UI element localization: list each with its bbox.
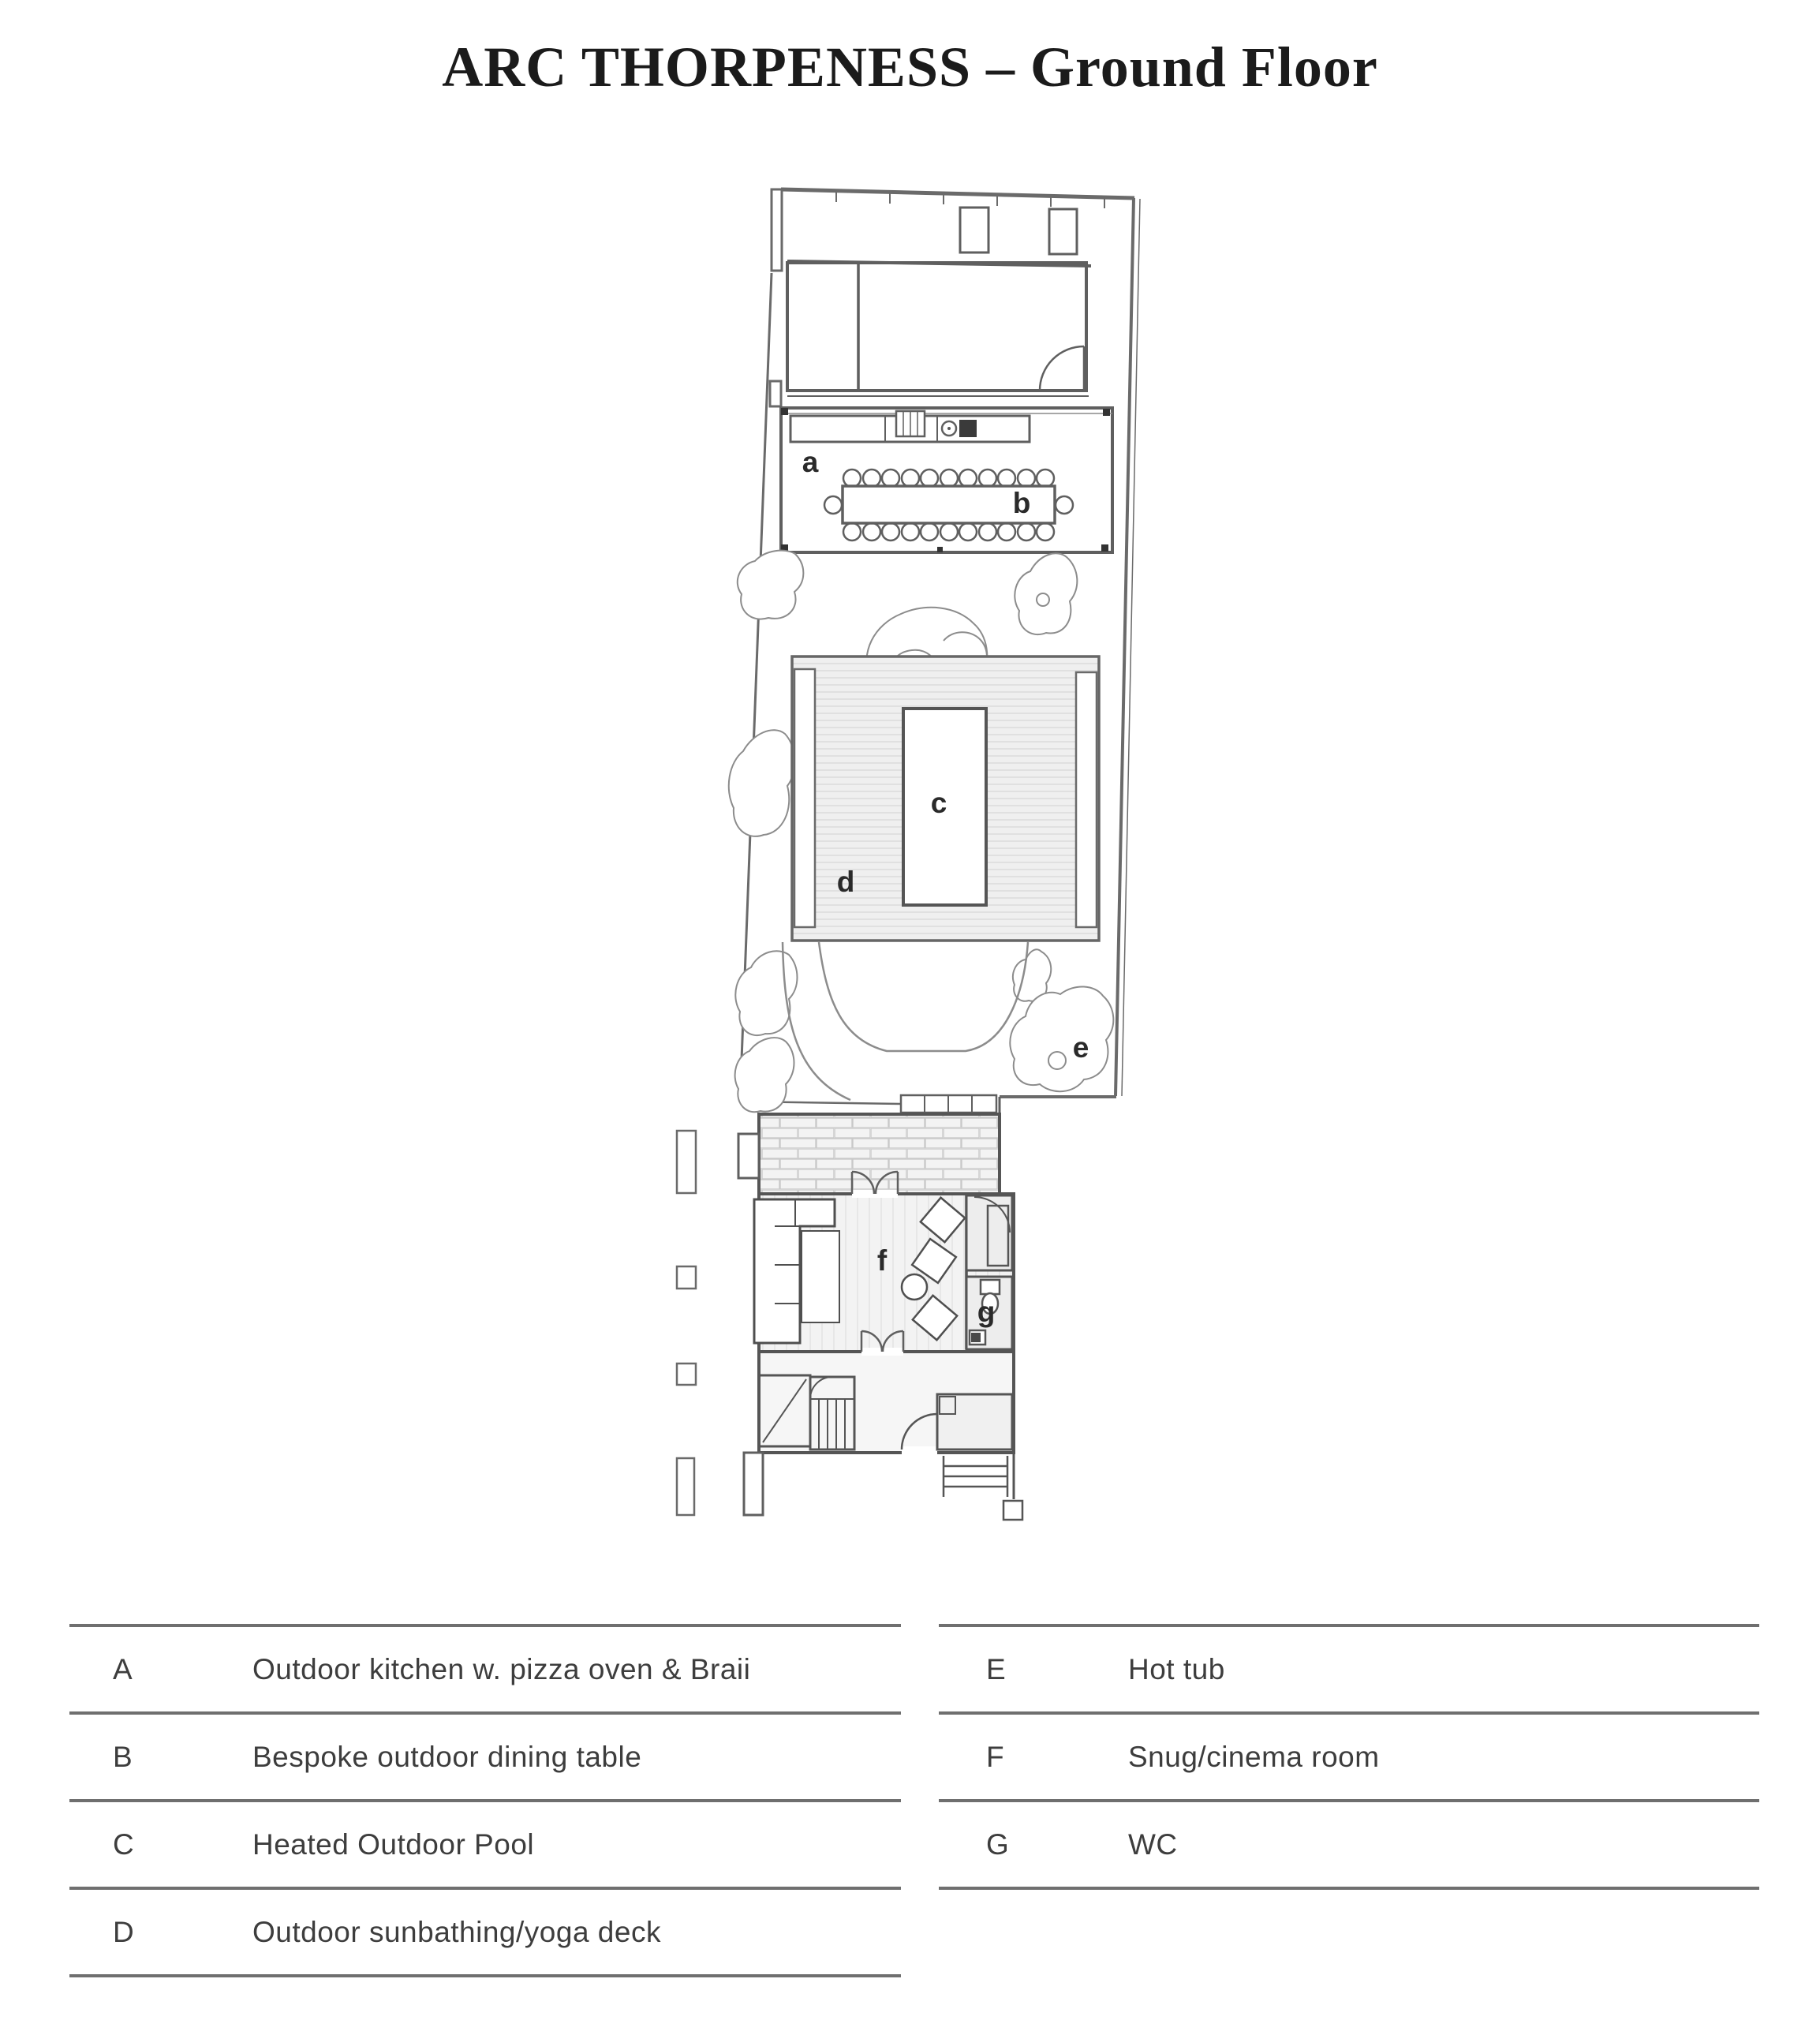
sofa: [754, 1199, 839, 1343]
bush: [735, 1038, 794, 1112]
legend-row-g: [939, 1799, 1759, 1890]
ottoman: [802, 1231, 839, 1322]
legend-label: Hot tub: [1128, 1652, 1225, 1685]
label-snug: f: [876, 1244, 888, 1277]
page-title: ARC THORPENESS – Ground Floor: [442, 36, 1378, 99]
legend-key: E: [986, 1652, 1006, 1685]
outdoor-kitchen-counter: [790, 411, 1030, 442]
legend-label: Outdoor kitchen w. pizza oven & Braii: [252, 1652, 751, 1685]
legend-key: G: [986, 1827, 1009, 1861]
garden-steps: [901, 1095, 996, 1113]
label-outdoor-kitchen: a: [802, 446, 819, 478]
door-swing: [1040, 346, 1084, 391]
legend-row-a: [69, 1624, 901, 1711]
wall-fin: [744, 1453, 763, 1515]
label-dining-table: b: [1012, 487, 1031, 519]
legend-key: C: [113, 1827, 134, 1861]
legend-label: WC: [1128, 1827, 1178, 1861]
hot-tub: [1048, 1052, 1066, 1069]
legend-right-column: [939, 1624, 1759, 1890]
porch-post: [1003, 1501, 1022, 1520]
legend-key: F: [986, 1740, 1004, 1773]
legend-label: Outdoor sunbathing/yoga deck: [252, 1915, 661, 1948]
legend-key: B: [113, 1740, 133, 1773]
hot-tub-area: [1010, 986, 1113, 1091]
bay-window: [738, 1134, 759, 1178]
legend-label: Heated Outdoor Pool: [252, 1827, 535, 1861]
legend-row-e: [939, 1624, 1759, 1711]
pizza-oven: [959, 420, 977, 437]
legend-row-d: [69, 1887, 901, 1977]
kitchen-terrace: [781, 408, 1112, 552]
legend-key: A: [113, 1652, 133, 1685]
rooflight: [960, 208, 988, 252]
outbuilding: [787, 208, 1091, 396]
bush: [729, 730, 795, 836]
legend-row-b: [69, 1711, 901, 1799]
legend-label: Bespoke outdoor dining table: [252, 1740, 642, 1773]
legend-label: Snug/cinema room: [1128, 1740, 1380, 1773]
legend-left-column: [69, 1624, 901, 1977]
rooflight: [1049, 209, 1077, 254]
deck-bench: [1076, 672, 1097, 927]
porch-steps: [944, 1453, 1022, 1520]
label-deck: d: [836, 866, 855, 898]
fence-posts: [677, 1131, 696, 1515]
legend-key: D: [113, 1915, 134, 1948]
lawn: [783, 942, 1028, 1114]
bush: [738, 551, 804, 619]
front-room: [937, 1394, 1012, 1450]
legend-row-c: [69, 1799, 901, 1887]
side-table: [902, 1274, 927, 1300]
legend-row-f: [939, 1711, 1759, 1799]
label-pool: c: [930, 787, 947, 819]
label-hot-tub: e: [1072, 1031, 1089, 1064]
deck-bench: [794, 669, 815, 927]
label-wc: g: [977, 1296, 996, 1328]
